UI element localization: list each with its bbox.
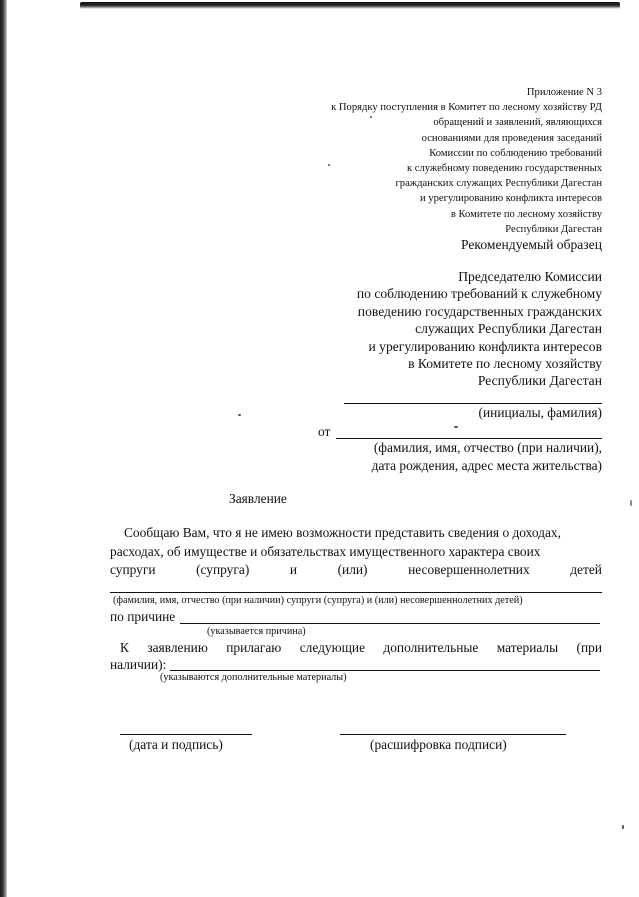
document-title: Заявление bbox=[229, 491, 287, 506]
scan-speck bbox=[328, 164, 330, 166]
scan-speck bbox=[622, 825, 624, 829]
scan-edge-top bbox=[80, 2, 620, 9]
word: супруги bbox=[110, 562, 156, 577]
word: заявлению bbox=[147, 640, 208, 655]
addressee-line: по соблюдению требований к служебному bbox=[356, 286, 602, 302]
reason-field-line[interactable] bbox=[180, 623, 600, 624]
sender-fio-field-line[interactable] bbox=[336, 438, 602, 439]
appendix-line: и урегулированию конфликта интересов bbox=[420, 193, 602, 205]
addressee-line: поведению государственных гражданских bbox=[357, 303, 602, 319]
addressee-line: служащих Республики Дагестан bbox=[415, 321, 602, 337]
word: следующие bbox=[299, 640, 366, 655]
spouse-field-line[interactable] bbox=[110, 592, 602, 593]
addressee-block bbox=[357, 268, 602, 390]
appendix-line: к Порядку поступления в Комитет по лесному хозяйству РД bbox=[331, 102, 602, 114]
scan-speck bbox=[238, 414, 241, 416]
appendix-line: к служебному поведению государственных bbox=[406, 163, 602, 175]
appendix-line: Комиссии по соблюдению требований bbox=[429, 147, 602, 159]
word: (супруга) bbox=[196, 562, 250, 577]
word: (при bbox=[576, 640, 602, 655]
reason-label: по причине bbox=[110, 609, 176, 624]
body-line-2: расходах, об имуществе и обязательствах имущественного характера своих bbox=[110, 544, 541, 559]
word: материалы bbox=[496, 640, 559, 655]
attach-caption: (указываются дополнительные материалы) bbox=[160, 672, 347, 683]
fio-caption-line2: дата рождения, адрес места жительства) bbox=[371, 458, 602, 473]
word: прилагаю bbox=[226, 640, 282, 655]
appendix-line: гражданских служащих Республики Дагестан bbox=[395, 178, 602, 190]
body-line-3 bbox=[110, 562, 602, 578]
appendix-line: обращений и заявлений, являющихся bbox=[433, 117, 602, 129]
appendix-line: основаниями для проведения заседаний bbox=[421, 132, 602, 144]
appendix-line: Республики Дагестан bbox=[505, 223, 602, 235]
appendix-line: Приложение N 3 bbox=[526, 87, 602, 98]
addressee-line: Председателю Комиссии bbox=[458, 269, 602, 284]
decode-signature-line[interactable] bbox=[340, 734, 566, 735]
word: несовершеннолетних bbox=[408, 562, 530, 577]
attach-field-line[interactable] bbox=[170, 670, 600, 671]
word: (или) bbox=[337, 562, 368, 577]
body-line-1: Сообщаю Вам, что я не имею возможности представить сведения о доходах, bbox=[124, 525, 561, 540]
addressee-line: Республики Дагестан bbox=[477, 373, 602, 389]
date-signature-caption: (дата и подпись) bbox=[129, 737, 223, 752]
attach-line-1 bbox=[120, 640, 602, 656]
appendix-header bbox=[331, 85, 602, 237]
scan-speck bbox=[454, 426, 458, 428]
sample-label: Рекомендуемый образец bbox=[461, 237, 602, 252]
word: дополнительные bbox=[383, 640, 479, 655]
scan-speck bbox=[370, 116, 372, 118]
scan-speck bbox=[630, 500, 632, 506]
from-label: от bbox=[318, 424, 331, 439]
decode-signature-caption: (расшифровка подписи) bbox=[370, 737, 507, 752]
fio-caption-line1: (фамилия, имя, отчество (при наличии), bbox=[373, 440, 602, 455]
spouse-caption: (фамилия, имя, отчество (при наличии) супруги (супруга) и (или) несовершеннолетних детей) bbox=[113, 595, 523, 606]
word: К bbox=[120, 640, 129, 655]
word: детей bbox=[570, 562, 602, 577]
initials-field-line[interactable] bbox=[344, 403, 602, 404]
initials-caption: (инициалы, фамилия) bbox=[478, 405, 602, 420]
reason-caption: (указывается причина) bbox=[207, 626, 306, 637]
appendix-line: в Комитете по лесному хозяйству bbox=[450, 208, 602, 220]
addressee-line: в Комитете по лесному хозяйству bbox=[408, 356, 602, 372]
date-signature-line[interactable] bbox=[120, 734, 252, 735]
scan-edge-left bbox=[0, 0, 7, 897]
word: и bbox=[289, 562, 298, 577]
attach-line-2: наличии): bbox=[110, 657, 167, 672]
addressee-line: и урегулированию конфликта интересов bbox=[368, 338, 602, 354]
